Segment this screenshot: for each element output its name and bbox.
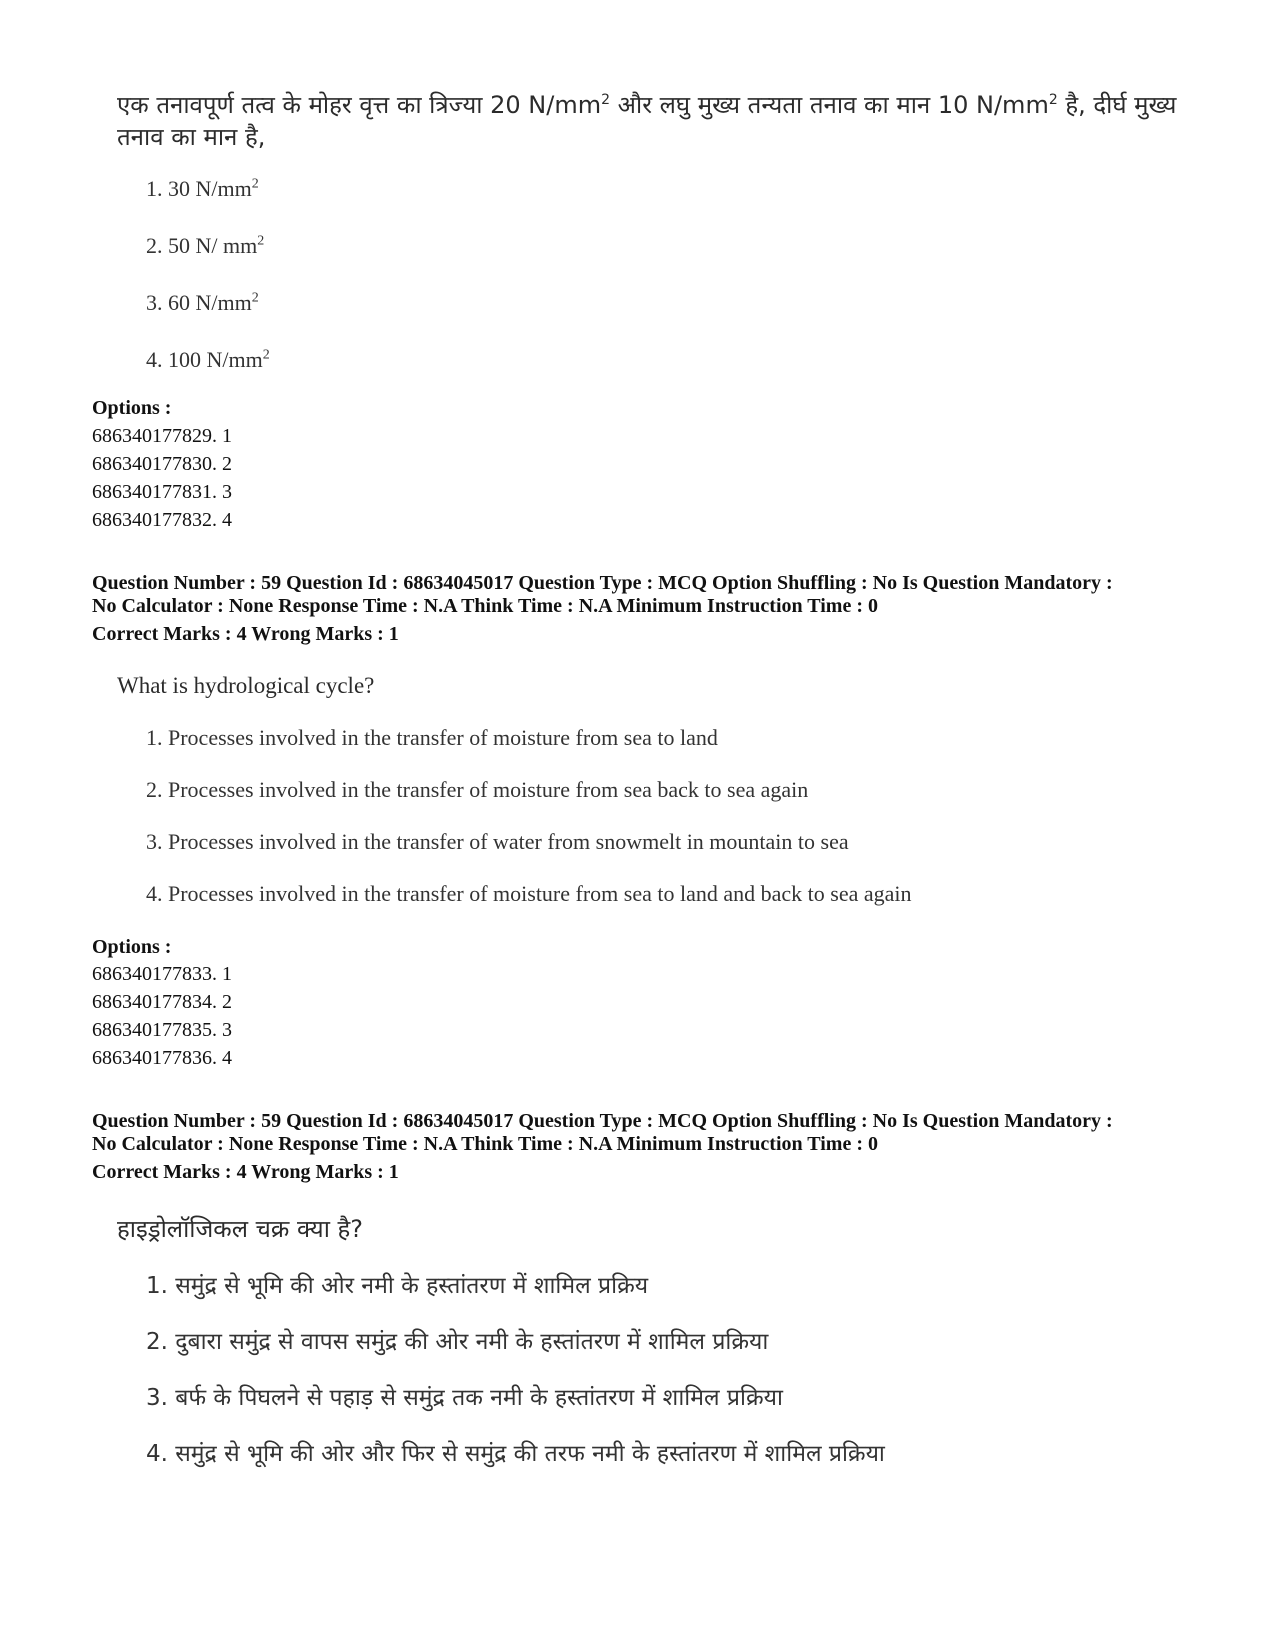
option-id: 686340177832. 4: [92, 509, 232, 531]
question-marks: Correct Marks : 4 Wrong Marks : 1: [92, 1161, 399, 1183]
question-meta-line2: No Calculator : None Response Time : N.A Think Time : N.A Minimum Instruction Time : 0: [92, 1133, 878, 1155]
option-id: 686340177830. 2: [92, 453, 232, 475]
answer-choice: 1. Processes involved in the transfer of moisture from sea to land: [146, 725, 718, 750]
answer-choice: 4. Processes involved in the transfer of moisture from sea to land and back to sea again: [146, 881, 912, 906]
question-meta-line1: Question Number : 59 Question Id : 68634045017 Question Type : MCQ Option Shuffling : No Is Question Mandatory :: [92, 572, 1113, 594]
question-text-hindi-line2: तनाव का मान है,: [117, 123, 266, 151]
option-id: 686340177836. 4: [92, 1047, 232, 1069]
option-id: 686340177829. 1: [92, 425, 232, 447]
answer-choice: 3. 60 $N/mm^2$: [146, 290, 259, 315]
options-label: Options :: [92, 397, 172, 419]
answer-choice: 4. समुंद्र से भूमि की ओर और फिर से समुंद्र की तरफ नमी के हस्तांतरण में शामिल प्रक्रिया: [146, 1441, 885, 1467]
answer-choice: 1. 30 $N/mm^2$: [146, 176, 259, 201]
answer-choice: 2. दुबारा समुंद्र से वापस समुंद्र की ओर नमी के हस्तांतरण में शामिल प्रक्रिया: [146, 1329, 769, 1355]
answer-choice: 4. 100 $N/mm^2$: [146, 347, 270, 372]
option-id: 686340177834. 2: [92, 991, 232, 1013]
question-text-hindi-line1: एक तनावपूर्ण तत्व के मोहर वृत्त का त्रिज्या 20 $N/mm^2$ और लघु मुख्य तन्यता तनाव का मान 10 $N/mm^2$ है, दीर्घ मुख्य: [117, 91, 1177, 119]
answer-choice: 1. समुंद्र से भूमि की ओर नमी के हस्तांतरण में शामिल प्रक्रिय: [146, 1273, 649, 1299]
question-text: What is hydrological cycle?: [117, 673, 375, 698]
option-id: 686340177833. 1: [92, 963, 232, 985]
options-label: Options :: [92, 936, 172, 958]
answer-choice: 3. Processes involved in the transfer of water from snowmelt in mountain to sea: [146, 829, 849, 854]
answer-choice: 2. Processes involved in the transfer of moisture from sea back to sea again: [146, 777, 809, 802]
option-id: 686340177835. 3: [92, 1019, 232, 1041]
option-id: 686340177831. 3: [92, 481, 232, 503]
question-marks: Correct Marks : 4 Wrong Marks : 1: [92, 623, 399, 645]
answer-choice: 2. 50 N/ $mm^2$: [146, 233, 265, 258]
question-meta-line2: No Calculator : None Response Time : N.A Think Time : N.A Minimum Instruction Time : 0: [92, 595, 878, 617]
question-meta-line1: Question Number : 59 Question Id : 68634045017 Question Type : MCQ Option Shuffling : No Is Question Mandatory :: [92, 1110, 1113, 1132]
question-text-hindi: हाइड्रोलॉजिकल चक्र क्या है?: [117, 1215, 364, 1243]
answer-choice: 3. बर्फ के पिघलने से पहाड़ से समुंद्र तक नमी के हस्तांतरण में शामिल प्रक्रिया: [146, 1385, 783, 1411]
